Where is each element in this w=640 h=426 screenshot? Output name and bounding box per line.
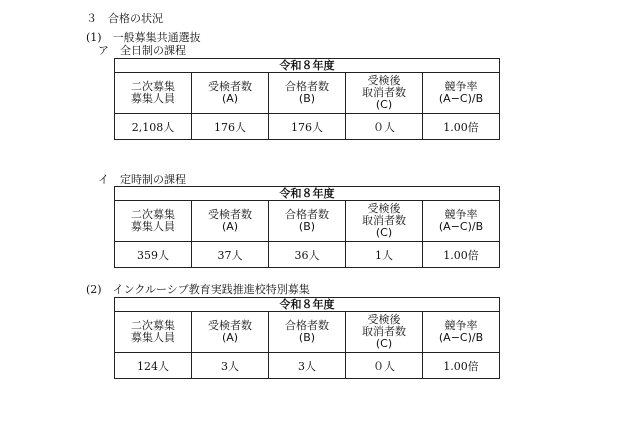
col-examinees: 受検者数 (A): [192, 73, 269, 114]
value-passed: 36人: [269, 242, 346, 268]
value-passed: 3人: [269, 353, 346, 379]
col-cancelled: 受検後 取消者数 (C): [346, 312, 423, 353]
table-row: [115, 114, 500, 140]
col-passed: 合格者数 (B): [269, 201, 346, 242]
table-row: [115, 353, 500, 379]
year-header: 令和８年度: [115, 187, 500, 201]
col-examinees: 受検者数 (A): [192, 201, 269, 242]
subsection-heading-parttime: イ 定時制の課程: [98, 173, 186, 186]
col-passed: 合格者数 (B): [269, 312, 346, 353]
value-passed: 176人: [269, 114, 346, 140]
col-competition-rate: 競争率 (A−C)/B: [423, 73, 500, 114]
value-cancelled: ０人: [346, 114, 423, 140]
value-examinees: 3人: [192, 353, 269, 379]
col-examinees: 受検者数 (A): [192, 312, 269, 353]
subsection-heading-general: (1) 一般募集共通選抜: [86, 31, 201, 44]
year-header: 令和８年度: [115, 59, 500, 73]
value-competition-rate: 1.00倍: [423, 114, 500, 140]
subsection-heading-fulltime: ア 全日制の課程: [98, 44, 186, 57]
col-recruit-capacity: 二次募集 募集人員: [115, 201, 192, 242]
col-competition-rate: 競争率 (A−C)/B: [423, 312, 500, 353]
section-heading: ３ 合格の状況: [86, 12, 163, 25]
value-examinees: 176人: [192, 114, 269, 140]
results-table-inclusive: [114, 297, 500, 379]
value-cancelled: 1人: [346, 242, 423, 268]
value-competition-rate: 1.00倍: [423, 242, 500, 268]
col-competition-rate: 競争率 (A−C)/B: [423, 201, 500, 242]
subsection-heading-inclusive: (2) インクルーシブ教育実践推進校特別募集: [86, 283, 310, 296]
table-row: [115, 242, 500, 268]
col-cancelled: 受検後 取消者数 (C): [346, 73, 423, 114]
col-recruit-capacity: 二次募集 募集人員: [115, 73, 192, 114]
col-passed: 合格者数 (B): [269, 73, 346, 114]
value-recruit-capacity: 359人: [115, 242, 192, 268]
results-table-fulltime: [114, 58, 500, 140]
value-examinees: 37人: [192, 242, 269, 268]
year-header: 令和８年度: [115, 298, 500, 312]
value-competition-rate: 1.00倍: [423, 353, 500, 379]
col-recruit-capacity: 二次募集 募集人員: [115, 312, 192, 353]
value-cancelled: ０人: [346, 353, 423, 379]
value-recruit-capacity: 2,108人: [115, 114, 192, 140]
value-recruit-capacity: 124人: [115, 353, 192, 379]
results-table-parttime: [114, 186, 500, 268]
col-cancelled: 受検後 取消者数 (C): [346, 201, 423, 242]
